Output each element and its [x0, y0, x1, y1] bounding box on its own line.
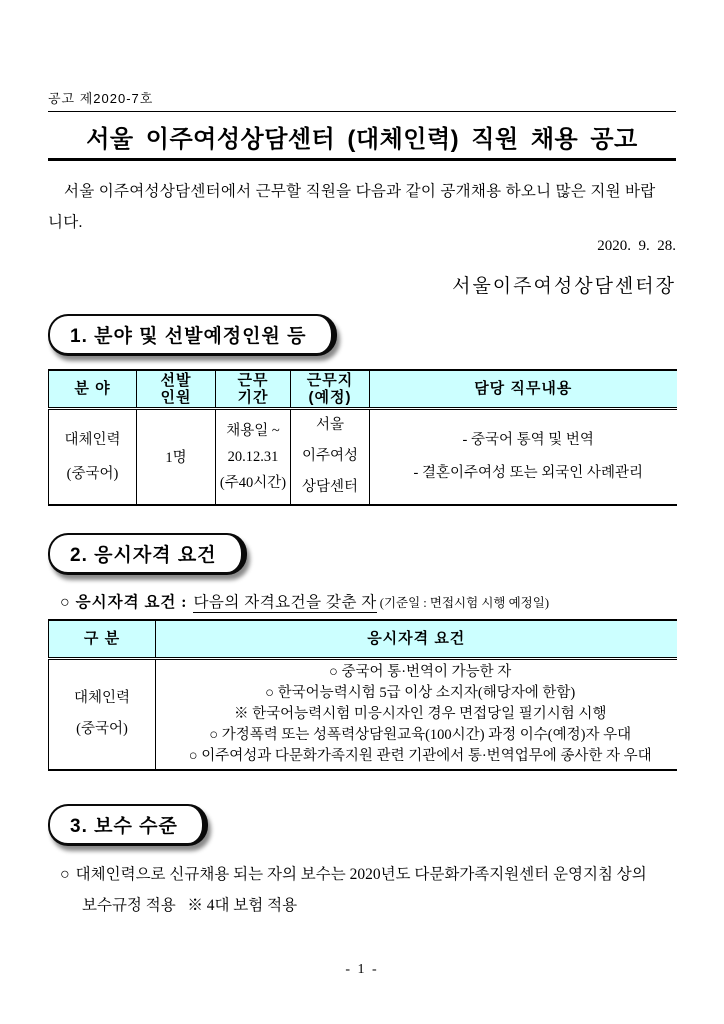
col-header-count: 선발 인원	[137, 370, 216, 408]
cell-location: 서울 이주여성 상담센터	[291, 408, 370, 505]
section-2-heading: 2. 응시자격 요건	[48, 533, 247, 575]
compensation-paragraph	[60, 859, 690, 921]
requirement-item: ※ 한국어능력시험 미응시자인 경우 면접당일 필기시험 시행	[234, 705, 607, 722]
intro-line-2: 니다.	[48, 214, 83, 231]
compensation-line-2: 보수규정 적용 ※ 4대 보험 적용	[82, 897, 298, 914]
col-header-period: 근무 기간	[216, 370, 291, 408]
cell-field: 대체인력 (중국어)	[49, 408, 137, 505]
requirement-item: ○ 이주여성과 다문화가족지원 관련 기관에서 통·번역업무에 종사한 자 우대	[188, 747, 652, 764]
qualification-table	[48, 619, 677, 771]
qualification-intro-label: 응시자격 요건 :	[75, 594, 188, 611]
cell-count: 1명	[137, 408, 216, 505]
recruitment-table-row	[49, 408, 677, 505]
section-3-heading: 3. 보수 수준	[48, 804, 208, 846]
doc-number: 공고 제2020-7호	[48, 91, 154, 106]
title-divider-thin	[48, 111, 676, 112]
intro-line-1: 서울 이주여성상담센터에서 근무할 직원을 다음과 같이 공개채용 하오니 많은 지원 바랍	[64, 183, 656, 200]
section-1-heading: 1. 분야 및 선발예정인원 등	[48, 314, 337, 356]
qualification-intro	[60, 590, 549, 612]
col-header-duty: 담당 직무내용	[370, 370, 677, 408]
title-divider-thick	[48, 158, 676, 161]
intro-paragraph	[48, 176, 676, 238]
compensation-text-1: 대체인력으로 신규채용 되는 자의 보수는 2020년도 다문화가족지원센터 운영지침 상의	[75, 866, 647, 883]
recruitment-table	[48, 369, 677, 506]
page-title: 서울 이주여성상담센터 (대체인력) 직원 채용 공고	[86, 126, 638, 153]
compensation-line-1	[60, 859, 690, 890]
signature: 서울이주여성상담센터장	[452, 276, 676, 297]
col-header-location: 근무지 (예정)	[291, 370, 370, 408]
qualification-table-header-row	[49, 620, 677, 658]
requirement-item: ○ 한국어능력시험 5급 이상 소지자(해당자에 한함)	[265, 684, 576, 701]
page-number: - 1 -	[345, 962, 379, 977]
requirement-item: ○ 중국어 통·번역이 가능한 자	[329, 663, 512, 680]
recruitment-table-header-row	[49, 370, 677, 408]
cell-requirements	[156, 658, 677, 770]
col-header-requirements: 응시자격 요건	[156, 620, 677, 658]
cell-period: 채용일 ~ 20.12.31 (주40시간)	[216, 408, 291, 505]
announcement-date: 2020. 9. 28.	[597, 238, 676, 254]
qualification-intro-note: (기준일 : 면접시험 시행 예정일)	[379, 596, 549, 610]
col-header-category: 구 분	[49, 620, 156, 658]
qualification-table-row	[49, 658, 677, 770]
cell-duty: - 중국어 통역 및 번역 - 결혼이주여성 또는 외국인 사례관리	[413, 431, 643, 481]
requirement-item: ○ 가정폭력 또는 성폭력상담원교육(100시간) 과정 이수(예정)자 우대	[209, 726, 632, 743]
cell-category: 대체인력 (중국어)	[49, 658, 156, 770]
circle-bullet-icon: ○	[60, 594, 70, 611]
circle-bullet-icon: ○	[60, 866, 70, 883]
col-header-field: 분 야	[49, 370, 137, 408]
qualification-intro-underlined: 다음의 자격요건을 갖춘 자	[193, 594, 377, 611]
